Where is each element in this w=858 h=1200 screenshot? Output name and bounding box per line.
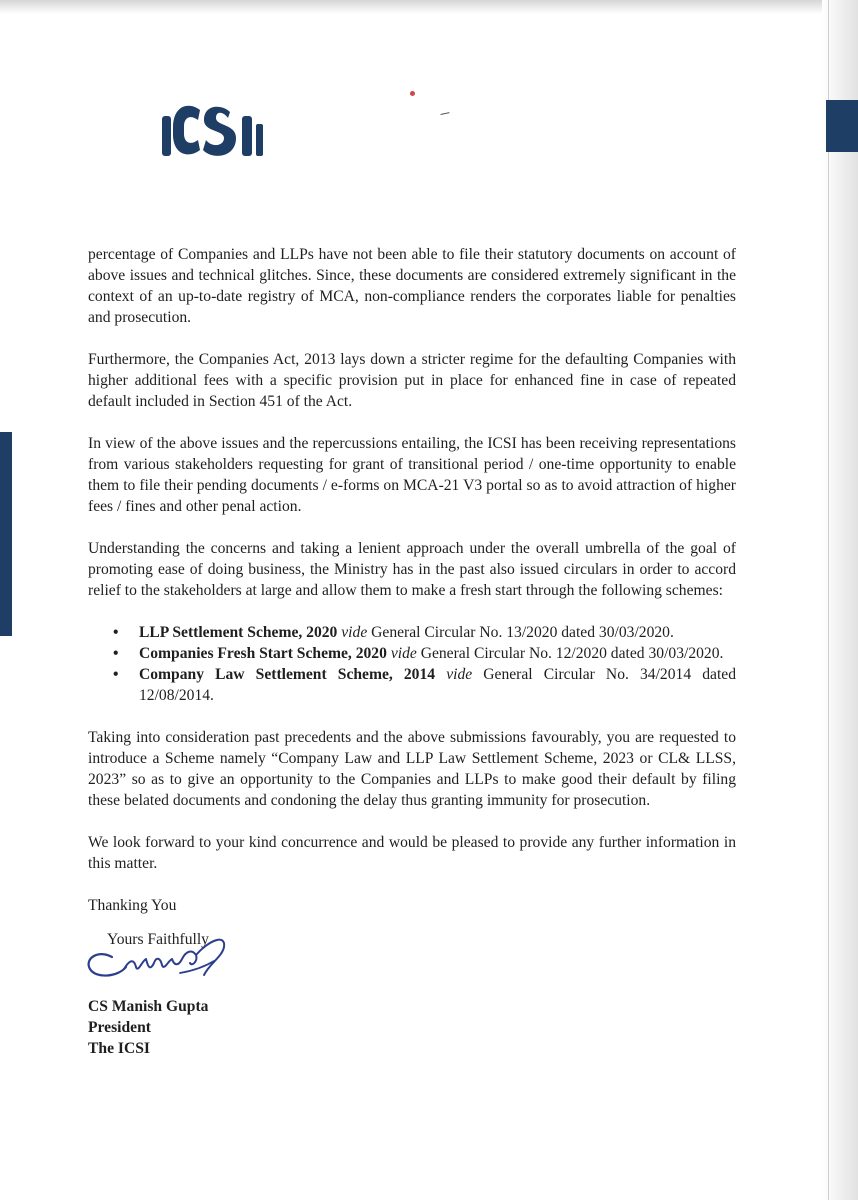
bullet: • bbox=[113, 624, 119, 641]
scan-marker-right bbox=[826, 100, 858, 152]
signatory-org: The ICSI bbox=[88, 1040, 150, 1057]
scan-speck bbox=[440, 112, 450, 120]
signatory-title: President bbox=[88, 1019, 151, 1036]
yours-faithfully: Yours Faithfully bbox=[107, 931, 209, 948]
thanking-line: Thanking You bbox=[88, 897, 177, 914]
icsi-logo bbox=[160, 96, 264, 160]
scheme-name: Company Law Settlement Scheme, 2014 bbox=[139, 666, 436, 683]
scheme-vide: vide bbox=[446, 666, 473, 683]
paragraph: Furthermore, the Companies Act, 2013 lays down a stricter regime for the defaulting Companies with higher additional fees with a specific provision put in place for enhanced fine in case of repeated default included in Section 451 of the Act. bbox=[88, 351, 736, 410]
handwritten-signature bbox=[84, 923, 234, 995]
scheme-vide: vide bbox=[390, 645, 417, 662]
paragraph: In view of the above issues and the repercussions entailing, the ICSI has been receiving representations from various stakeholders requesting for grant of transitional period / one-time opportunity to enable them to file their pending documents / e-forms on MCA-21 V3 portal so as to avoid attraction of higher fees / fines and other penal action. bbox=[88, 435, 736, 515]
list-item bbox=[108, 664, 736, 706]
scan-right-edge bbox=[822, 0, 858, 1200]
paragraph: percentage of Companies and LLPs have not been able to file their statutory documents on account of above issues and technical glitches. Since, these documents are considered extremely significant in the context of an up-to-date registry of MCA, non-compliance renders the corporates liable for penalties and prosecution. bbox=[88, 246, 736, 326]
scan-speck bbox=[410, 91, 415, 96]
scan-marker-left bbox=[0, 432, 12, 636]
scheme-circular: General Circular No. 34/2014 dated 12/08/2014. bbox=[139, 666, 736, 704]
signoff-block bbox=[88, 923, 736, 1059]
bullet: • bbox=[113, 645, 119, 662]
scheme-name: Companies Fresh Start Scheme, 2020 bbox=[139, 645, 387, 662]
bullet: • bbox=[113, 666, 119, 683]
letter-body bbox=[88, 244, 736, 1059]
scheme-name: LLP Settlement Scheme, 2020 bbox=[139, 624, 338, 641]
scheme-circular: General Circular No. 12/2020 dated 30/03/2020. bbox=[420, 645, 724, 662]
scheme-list bbox=[88, 622, 736, 706]
closing-paragraph: We look forward to your kind concurrence and would be pleased to provide any further information in this matter. bbox=[88, 834, 736, 872]
scheme-vide: vide bbox=[341, 624, 368, 641]
paragraph: Understanding the concerns and taking a lenient approach under the overall umbrella of the goal of promoting ease of doing business, the Ministry has in the past also issued circulars in order to accord relief to the stakeholders at large and allow them to make a fresh start through the following schemes: bbox=[88, 540, 736, 599]
list-item bbox=[108, 622, 736, 643]
scheme-circular: General Circular No. 13/2020 dated 30/03/2020. bbox=[371, 624, 674, 641]
list-item bbox=[108, 643, 736, 664]
scan-top-edge bbox=[0, 0, 858, 14]
request-paragraph: Taking into consideration past precedents and the above submissions favourably, you are requested to introduce a Scheme namely “Company Law and LLP Law Settlement Scheme, 2023 or CL& LLSS, 2023” so as to give an opportunity to the Companies and LLPs to make good their default by filing these belated documents and condoning the delay thus granting immunity for prosecution. bbox=[88, 729, 736, 809]
signatory-name: CS Manish Gupta bbox=[88, 998, 209, 1015]
